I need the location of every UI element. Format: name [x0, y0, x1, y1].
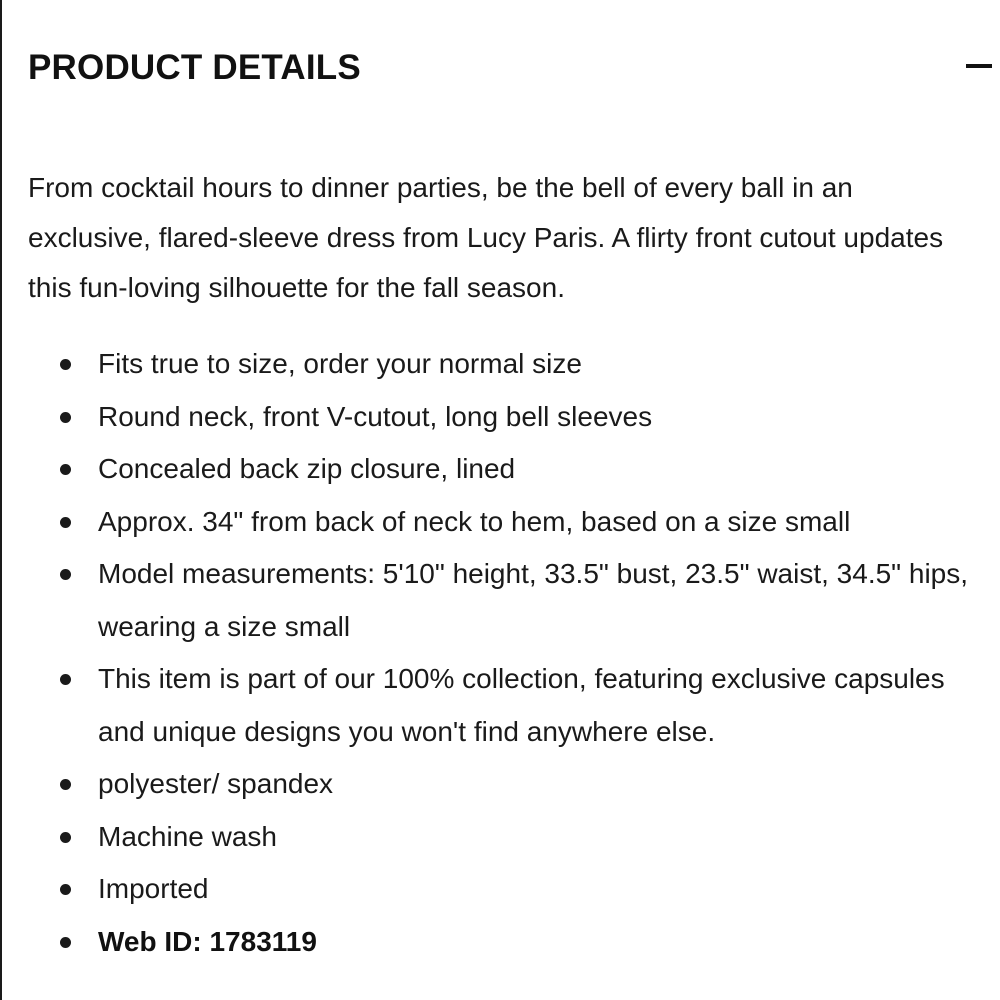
- bullet-icon: [60, 464, 71, 475]
- minus-icon: [966, 64, 992, 68]
- bullet-icon: [60, 674, 71, 685]
- bullet-icon: [60, 412, 71, 423]
- bullet-icon: [60, 359, 71, 370]
- detail-item-model: [28, 548, 978, 653]
- detail-item-length: [28, 496, 978, 549]
- detail-text: Model measurements: 5'10" height, 33.5" bust, 23.5" waist, 34.5" hips, wearing a size small: [98, 558, 969, 642]
- detail-item-neck: [28, 391, 978, 444]
- web-id-text: Web ID: 1783119: [98, 925, 317, 957]
- detail-item-collection: [28, 653, 978, 758]
- bullet-icon: [60, 832, 71, 843]
- detail-text: Imported: [98, 873, 209, 904]
- bullet-icon: [60, 937, 71, 948]
- detail-text: Machine wash: [98, 820, 277, 852]
- detail-text: polyester/ spandex: [98, 768, 334, 799]
- detail-text: Fits true to size, order your normal size: [98, 348, 582, 379]
- bullet-icon: [60, 884, 71, 895]
- detail-text: Approx. 34" from back of neck to hem, based on a size small: [98, 505, 851, 537]
- detail-item-care: [28, 811, 978, 864]
- collapse-toggle-button[interactable]: [964, 54, 994, 82]
- bullet-icon: [60, 779, 71, 790]
- detail-item-fit: [28, 338, 978, 391]
- product-description: From cocktail hours to dinner parties, be the bell of every ball in an exclusive, flared-sleeve dress from Lucy Paris. A flirty front cutout updates this fun-loving silhouette for the fall season.: [28, 172, 944, 303]
- product-details-header[interactable]: [28, 46, 994, 94]
- detail-item-closure: [28, 443, 978, 496]
- detail-item-material: [28, 758, 978, 811]
- detail-item-origin: [28, 863, 978, 916]
- detail-text: Round neck, front V-cutout, long bell sleeves: [98, 400, 653, 432]
- detail-text: Concealed back zip closure, lined: [98, 453, 516, 484]
- bullet-icon: [60, 517, 71, 528]
- detail-text: This item is part of our 100% collection, featuring exclusive capsules and unique designs you won't find anywhere else.: [98, 663, 945, 747]
- details-list: [28, 338, 978, 968]
- detail-item-web-id: [28, 916, 978, 969]
- bullet-icon: [60, 569, 71, 580]
- section-title: PRODUCT DETAILS: [28, 48, 361, 87]
